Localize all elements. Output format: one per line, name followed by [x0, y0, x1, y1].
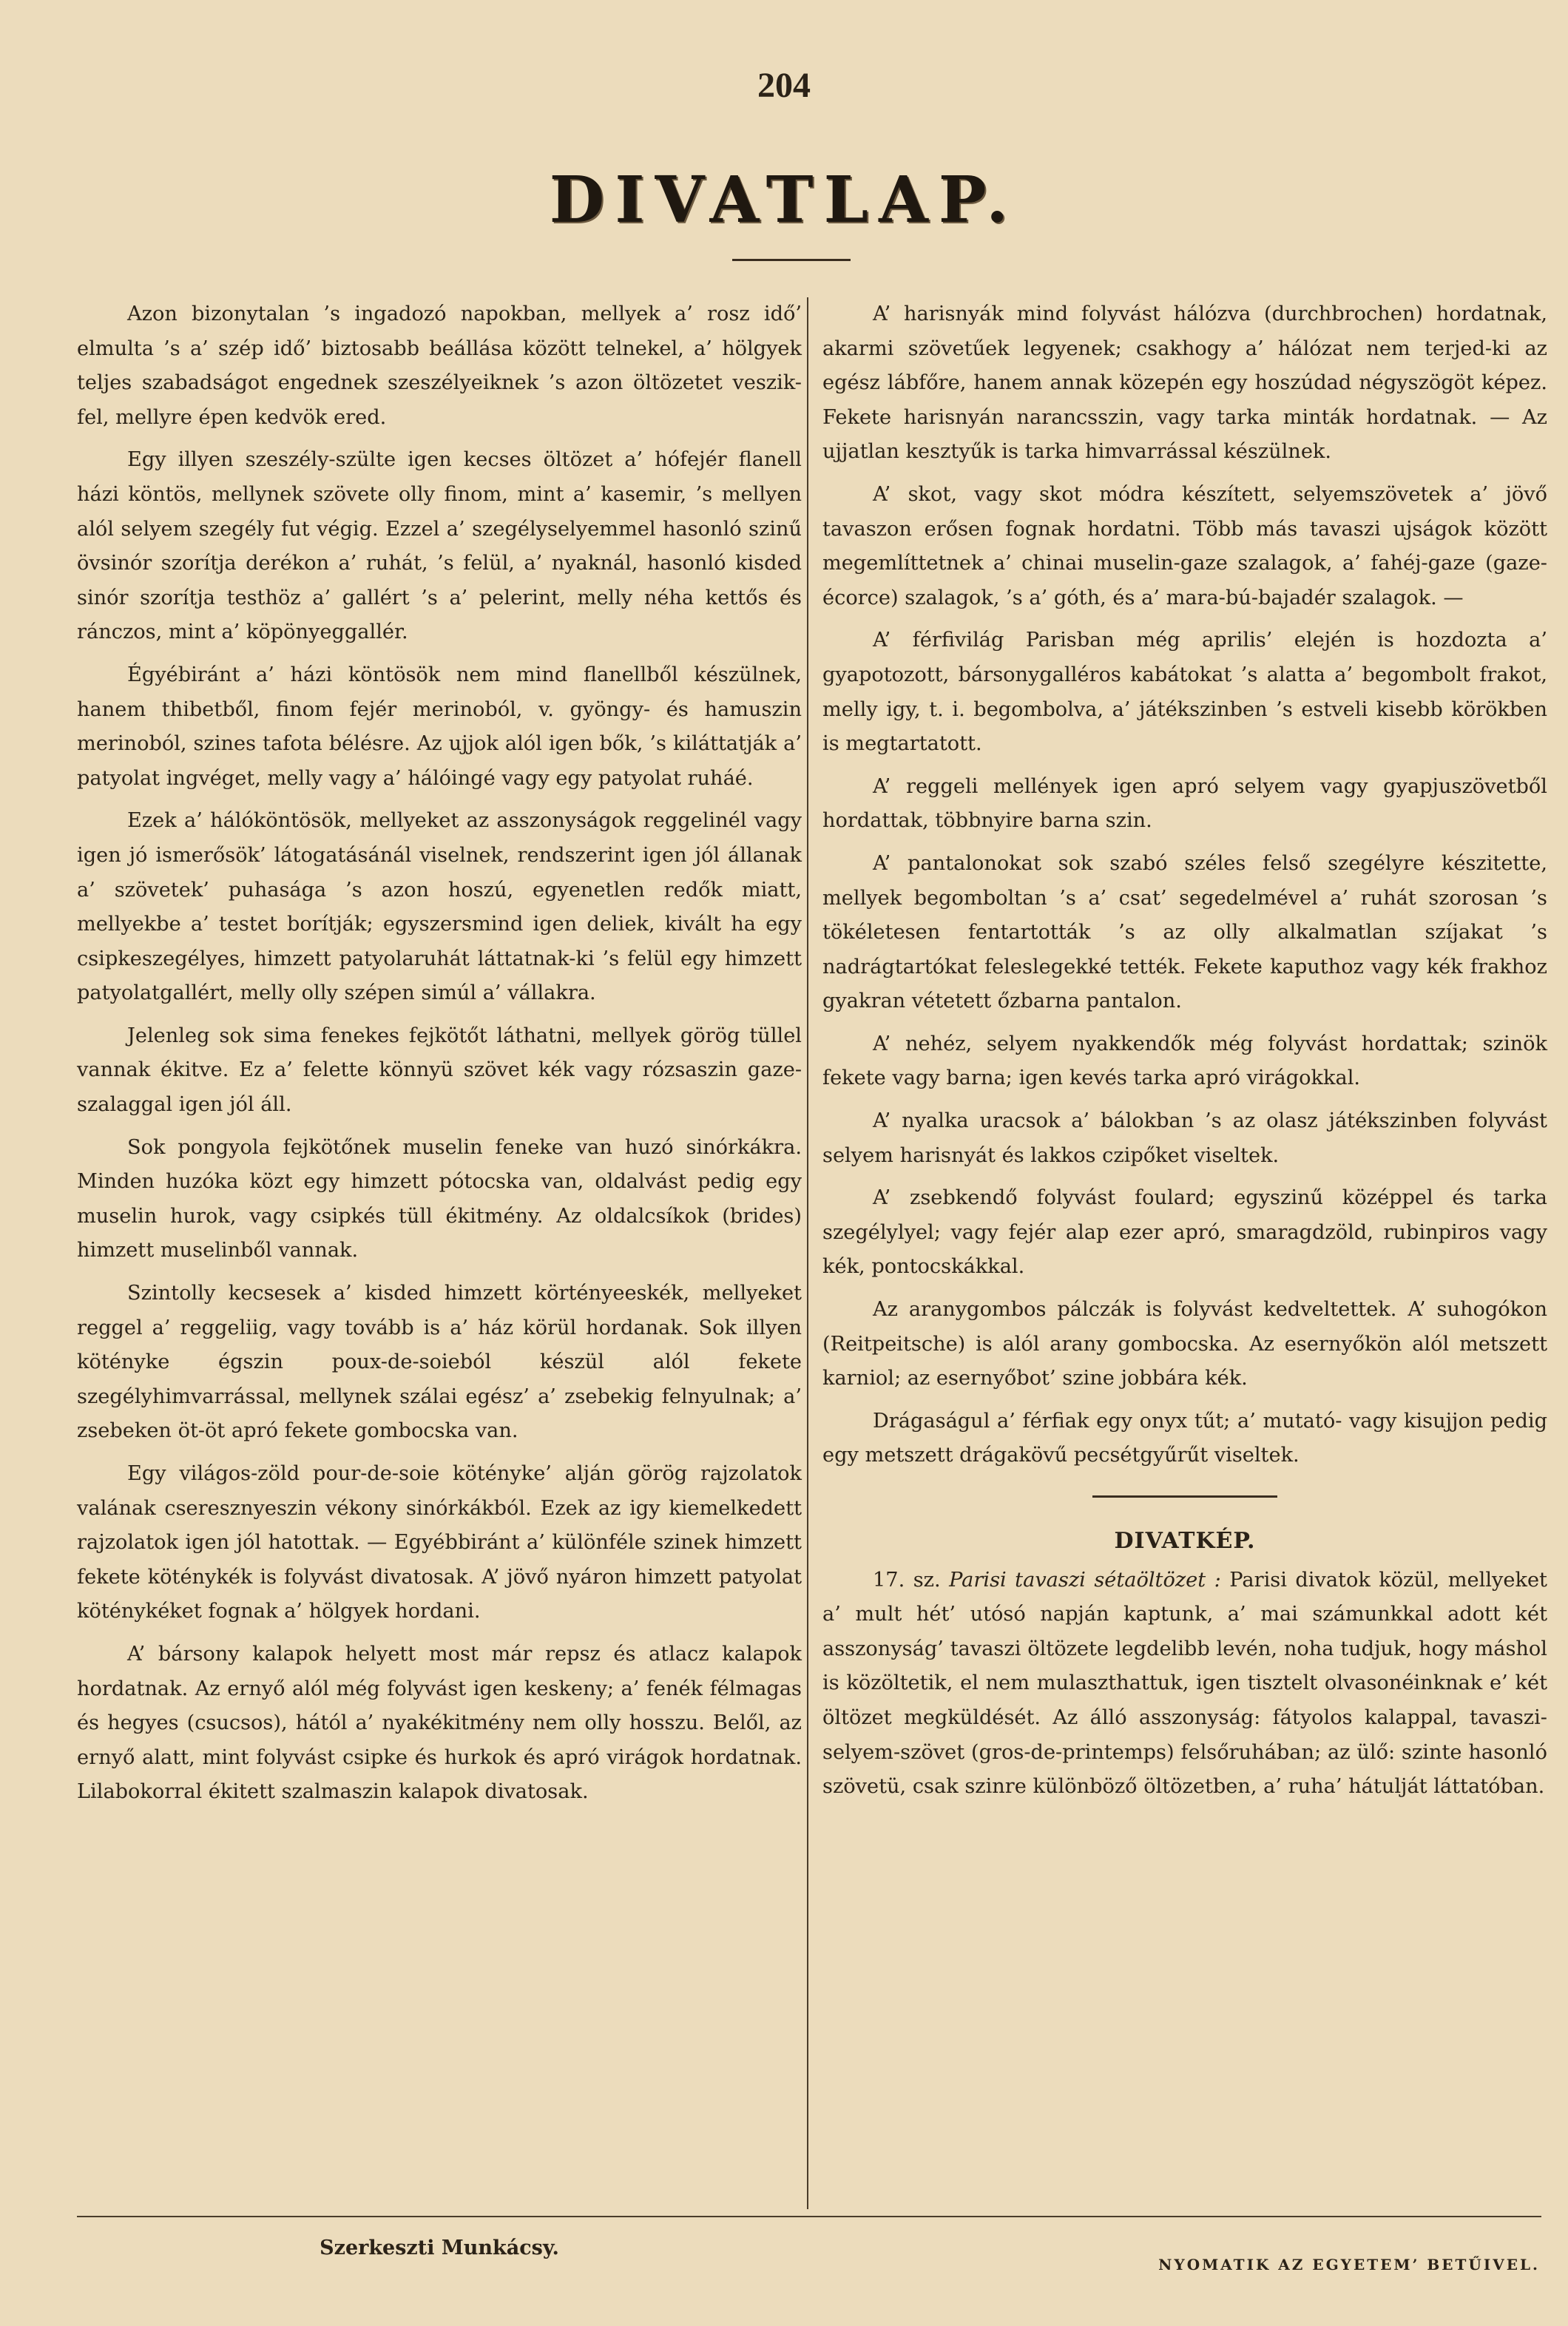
article-paragraph: A’ harisnyák mind folyvást hálózva (durchbrochen) hordatnak, akarmi szövetűek legyenek; csakhogy a’ hálózat nem terjed-ki az egész lábfőre, hanem annak közepén egy hoszúdad négyszögöt képez. Fekete harisnyán narancsszin, vagy tarka minták hordatnak. — Az ujjatlan kesztyűk is tarka himvarrással készülnek. — [822, 302, 1547, 464]
masthead-rule — [732, 259, 851, 261]
article-paragraph: A’ nehéz, selyem nyakkendők még folyvást hordattak; szinök fekete vagy barna; igen kevés tarka apró virágokkal. — [822, 1032, 1547, 1090]
article-paragraph: Jelenleg sok sima fenekes fejkötőt láthatni, mellyek görög tüllel vannak ékitve. Ez a’ felette könnyü szövet kék vagy rózsaszin gaze-szalaggal igen jól áll. — [77, 1024, 802, 1117]
article-paragraph: Az aranygombos pálczák is folyvást kedveltettek. A’ suhogókon (Reitpeitsche) is alól arany gombocska. Az esernyőkön alól metszett karniol; az esernyőbot’ szine jobbára kék. — [822, 1298, 1547, 1390]
article-paragraph: Szintolly kecsesek a’ kisded himzett körtényeeskék, mellyeket reggel a’ reggeliig, vagy tovább is a’ ház körül hordanak. Sok illyen kötényke égszin poux-de-soieból készül alól fekete szegélyhimvarrással, mellynek szálai egész’ a’ zsebekig felnyulnak; a’ zsebeken öt-öt apró fekete gombocska van. — [77, 1282, 802, 1443]
divatkep-text: Parisi divatok közül, mellyeket a’ mult hét’ utósó napján kaptunk, a’ mai számunkkal adott két asszonyság’ tavaszi öltözete legdelibb levén, noha tudjuk, hogy máshol is közöltetik, el nem mulaszthattuk, igen tisztelt olvasonéinknak e’ két öltözet megküldését. Az álló asszonyság: fátyolos kalappal, tavaszi-selyem-szövet (gros-de-printemps) felsőruhában; az ülő: szinte hasonló szövetü, csak szinre különböző öltözetben, a’ ruha’ hátulját láttatóban. — [822, 1568, 1547, 1799]
printer-credit: NYOMATIK AZ EGYETEM’ BETŰIVEL. — [1158, 2256, 1540, 2273]
divatkep-number: 17. sz. — [873, 1568, 941, 1592]
divatkep-subtitle: Parisi tavaszi sétaöltözet : — [949, 1568, 1221, 1592]
article-paragraph: A’ bársony kalapok helyett most már repsz és atlacz kalapok hordatnak. Az ernyő alól még folyvást igen keskeny; a’ fenék félmagas és hegyes (csucsos), hától a’ nyakékitmény nem olly hosszu. Belől, az ernyő alatt, mint folyvást csipke és hurkok és apró virágok hordatnak. Lilabokorral ékitett szalmaszin kalapok divatosak. — [77, 1642, 802, 1804]
column-divider — [807, 297, 808, 2209]
article-paragraph: Egy világos-zöld pour-de-soie kötényke’ alján görög rajzolatok valának cseresznyeszin vékony sinórkákból. Ezek az igy kiemelkedett rajzolatok igen jól hatottak. — Egyébbiránt a’ különféle szinek himzett fekete köténykék is folyvást divatosak. A’ jövő nyáron himzett patyolat köténykéket fognak a’ hölgyek hordani. — [77, 1462, 802, 1623]
bottom-rule — [77, 2216, 1541, 2217]
article-paragraph: A’ pantalonokat sok szabó széles felső szegélyre készitette, mellyek begomboltan ’s a’ csat’ segedelmével a’ ruhát szorosan ’s tökéletesen fentartották ’s az olly alkalmatlan szíjakat ’s nadrágtartókat feleslegekké tették. Fekete kaputhoz vagy kék frakhoz gyakran vétetett őzbarna pantalon. — [822, 851, 1547, 1013]
section-rule — [1092, 1495, 1277, 1498]
article-paragraph: A’ férfivilág Parisban még aprilis’ elején is hozdozta a’ gyapotozott, bársonygalléros kabátokat ’s alatta a’ begombolt frakot, melly igy, t. i. begombolva, a’ játékszinben ’s estveli kisebb körökben is megtartatott. — [822, 629, 1547, 756]
article-paragraph: A’ zsebkendő folyvást foulard; egyszinű középpel és tarka szegélylyel; vagy fejér alap ezer apró, smaragdzöld, rubinpiros vagy kék, pontocskákkal. — [822, 1186, 1547, 1279]
article-paragraph: Sok pongyola fejkötőnek muselin feneke van huzó sinórkákra. Minden huzóka közt egy himzett pótocska van, oldalvást pedig egy muselin hurok, vagy csipkés tüll ékitmény. Az oldalcsíkok (brides) himzett muselinből vannak. — [77, 1135, 802, 1262]
article-paragraph: Drágaságul a’ férfiak egy onyx tűt; a’ mutató- vagy kisujjon pedig egy metszett drágakövű pecsétgyűrűt viseltek. — [822, 1409, 1547, 1467]
article-paragraph: Egy illyen szeszély-szülte igen kecses öltözet a’ hófejér flanell házi köntös, mellynek szövete olly finom, mint a’ kasemir, ’s mellyen alól selyem szegély fut végig. Ezzel a’ szegélyselyemmel hasonló szinű övsinór szorítja derékon a’ ruhát, ’s felül, a’ nyaknál, hasonló kisded sinór szorítja testhöz a’ gallért ’s a’ pelerint, melly néha kettős és ránczos, mint a’ köpönyeggallér. — [77, 448, 802, 644]
right-column — [822, 297, 1547, 1813]
page-number: 204 — [757, 66, 811, 105]
article-paragraph: Égyébiránt a’ házi köntösök nem mind flanellből készülnek, hanem thibetből, finom fejér merinoból, v. gyöngy- és hamuszin merinoból, szines tafota bélésre. Az ujjok alól igen bők, ’s kiláttatják a’ patyolat ingvéget, melly vagy a’ hálóingé vagy egy patyolat ruháé. — [77, 663, 802, 790]
masthead-title: DIVATLAP. — [549, 163, 1019, 237]
left-column — [77, 297, 802, 1818]
article-paragraph: A’ reggeli mellények igen apró selyem vagy gyapjuszövetből hordattak, többnyire barna szin. — [822, 774, 1547, 833]
editor-credit: Szerkeszti Munkácsy. — [320, 2237, 559, 2259]
article-paragraph: Ezek a’ hálóköntösök, mellyeket az asszonyságok reggelinél vagy igen jó ismerősök’ látogatásánál viselnek, rendszerint igen jól állanak a’ szövetek’ puhasága ’s azon hoszú, egyenetlen redők miatt, mellyekbe a’ testet borítják; egyszersmind igen deliek, kivált ha egy csipkeszegélyes, himzett patyolaruhát láttatnak-ki ’s felül egy himzett patyolatgallért, melly olly szépen simúl a’ vállakra. — [77, 809, 802, 1005]
article-paragraph: Azon bizonytalan ’s ingadozó napokban, mellyek a’ rosz idő’ elmulta ’s a’ szép idő’ biztosabb beállása között telnekel, a’ hölgyek teljes szabadságot engednek szeszélyeiknek ’s azon öltözetet veszik-fel, mellyre épen kedvök ered. — [77, 302, 802, 429]
divatkep-paragraph — [822, 1563, 1547, 1805]
article-paragraph: A’ skot, vagy skot módra készített, selyemszövetek a’ jövő tavaszon erősen fognak hordatni. Több más tavaszi ujságok között megemlíttetnek a’ chinai muselin-gaze szalagok, a’ fahéj-gaze (gaze-écorce) szalagok, ’s a’ góth, és a’ mara-bú-bajadér szalagok. — — [822, 482, 1547, 609]
divatkep-heading: DIVATKÉP. — [1114, 1528, 1256, 1554]
article-paragraph: A’ nyalka uracsok a’ bálokban ’s az olasz játékszinben folyvást selyem harisnyát és lakkos czipőket viseltek. — [822, 1109, 1547, 1167]
